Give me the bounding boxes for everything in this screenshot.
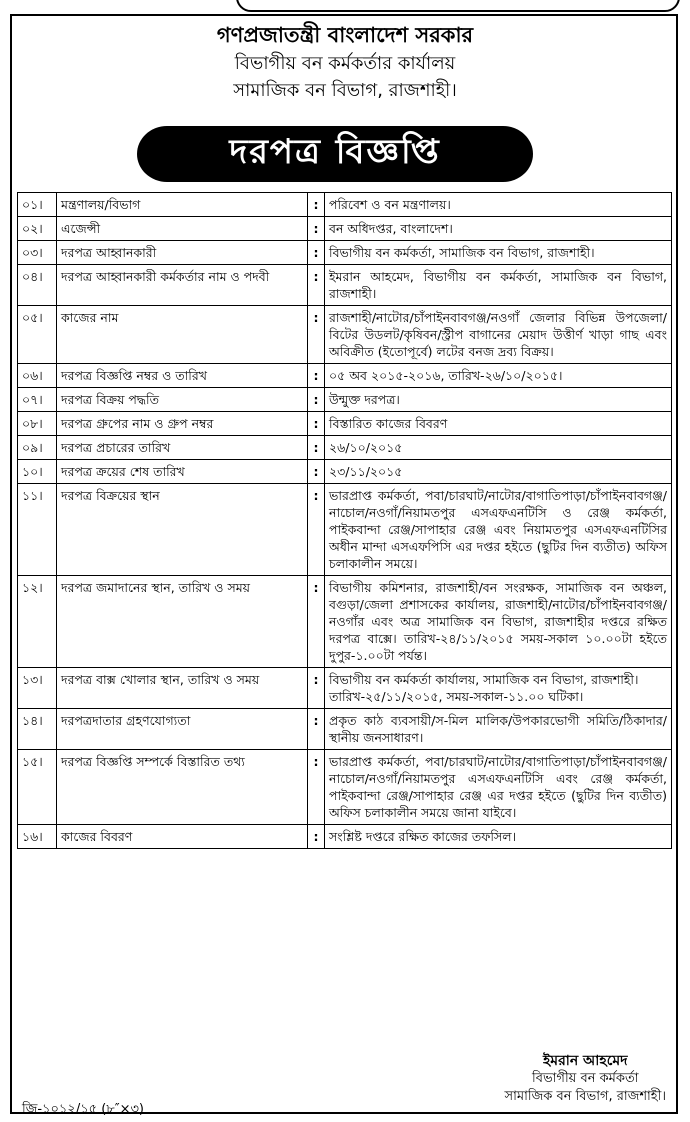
row-value: রাজশাহী/নাটোর/চাঁপাইনবাবগঞ্জ/নওগাঁ জেলার বিভিন্ন উপজেলা/বিটের উডলট/কৃষিবন/স্ট্রীপ বাগানের মেয়াদ উত্তীর্ণ খাড়া গাছ এবং অবিক্রীত (ইতোপূর্বে) লটের বনজ দ্রব্য বিক্রয়। [325,306,672,364]
row-label: দরপত্র বাক্স খোলার স্থান, তারিখ ও সময় [57,668,308,709]
row-value: ভারপ্রাপ্ত কর্মকর্তা, পবা/চারঘাট/নাটোর/বাগাতিপাড়া/চাঁপাইনবাবগঞ্জ/নাচোল/নওগাঁ/নিয়ামতপুর এসএফএনটিসি ও রেঞ্জ কর্মকর্তা, পাইকবান্দা রেঞ্জ/সাপাহার রেঞ্জ এবং নিয়ামতপুর এসএফএনটিসির অধীন মান্দা এসএফপিসি এর দপ্তর হইতে (ছুটির দিন ব্যতীত) অফিস চলাকালীন সময়ে। [325,484,672,576]
row-separator: : [308,668,325,709]
row-value: ০৫ অব ২০১৫-২০১৬, তারিখ-২৬/১০/২০১৫। [325,364,672,388]
signatory-designation: বিভাগীয় বন কর্মকর্তা [532,1071,639,1086]
notice-header [0,20,690,104]
row-number: ০১। [18,193,57,217]
row-value: ২৬/১০/২০১৫ [325,436,672,460]
table-row [18,709,672,750]
row-number: ০৮। [18,412,57,436]
row-value: উন্মুক্ত দরপত্র। [325,388,672,412]
row-number: ০৭। [18,388,57,412]
row-separator: : [308,306,325,364]
row-value: পরিবেশ ও বন মন্ত্রণালয়। [325,193,672,217]
table-row [18,193,672,217]
table-row [18,412,672,436]
signatory-office: সামাজিক বন বিভাগ, রাজশাহী। [504,1089,666,1104]
row-label: দরপত্র আহ্বানকারী কর্মকর্তার নাম ও পদবী [57,265,308,306]
row-separator: : [308,460,325,484]
table-row [18,460,672,484]
row-value: ইমরান আহমেদ, বিভাগীয় বন কর্মকর্তা, সামাজিক বন বিভাগ, রাজশাহী। [325,265,672,306]
row-separator: : [308,388,325,412]
office-name: বিভাগীয় বন কর্মকর্তার কার্যালয় [234,53,456,74]
row-value: বিভাগীয় বন কর্মকর্তা, সামাজিক বন বিভাগ, রাজশাহী। [325,241,672,265]
notice-title-banner: দরপত্র বিজ্ঞপ্তি [137,126,533,182]
row-value: বন অধিদপ্তর, বাংলাদেশ। [325,217,672,241]
row-number: ১১। [18,484,57,576]
table-row [18,436,672,460]
row-value-line: বিভাগীয় বন কর্মকর্তা কার্যালয়, সামাজিক বন বিভাগ, রাজশাহী। [329,672,639,687]
row-value: ভারপ্রাপ্ত কর্মকর্তা, পবা/চারঘাট/নাটোর/বাগাতিপাড়া/চাঁপাইনবাবগঞ্জ/নাচোল/নওগাঁ/নিয়ামতপুর এসএফএনটিসি এবং রেঞ্জ কর্মকর্তা, পাইকবান্দা রেঞ্জ/সাপাহার রেঞ্জ এর দপ্তর হইতে (ছুটির দিন ব্যতীত) অফিস চলাকালীন সময়ে জানা যাইবে। [325,750,672,825]
row-number: ০২। [18,217,57,241]
row-separator: : [308,412,325,436]
row-value [325,668,672,709]
row-separator: : [308,750,325,825]
government-name: গণপ্রজাতন্ত্রী বাংলাদেশ সরকার [216,23,474,47]
division-name: সামাজিক বন বিভাগ, রাজশাহী। [233,80,457,101]
row-value: সংশ্লিষ্ট দপ্তরে রক্ষিত কাজের তফসিল। [325,825,672,849]
row-label: দরপত্রদাতার গ্রহণযোগ্যতা [57,709,308,750]
row-number: ০৫। [18,306,57,364]
row-separator: : [308,825,325,849]
row-value: ২৩/১১/২০১৫ [325,460,672,484]
row-label: দরপত্র বিজ্ঞপ্তি নম্বর ও তারিখ [57,364,308,388]
row-label: দরপত্র প্রচারের তারিখ [57,436,308,460]
row-separator: : [308,709,325,750]
print-code: জি-১০১২/১৫ (৮″×৩) [22,1102,144,1117]
row-number: ০৯। [18,436,57,460]
table-row [18,825,672,849]
row-separator: : [308,241,325,265]
table-row [18,241,672,265]
row-label: দরপত্র বিজ্ঞপ্তি সম্পর্কে বিস্তারিত তথ্য [57,750,308,825]
row-separator: : [308,436,325,460]
table-row [18,484,672,576]
top-banner-edge [236,0,680,12]
row-value: বিস্তারিত কাজের বিবরণ [325,412,672,436]
row-label: দরপত্র আহ্বানকারী [57,241,308,265]
row-number: ০৩। [18,241,57,265]
signature-block [505,1052,666,1106]
table-row [18,576,672,668]
tender-details-table [17,192,672,849]
row-label: দরপত্র জমাদানের স্থান, তারিখ ও সময় [57,576,308,668]
row-label: দরপত্র বিক্রয় পদ্ধতি [57,388,308,412]
table-row [18,364,672,388]
row-label: মন্ত্রণালয়/বিভাগ [57,193,308,217]
table-row [18,668,672,709]
row-separator: : [308,193,325,217]
row-label: দরপত্র গ্রুপের নাম ও গ্রুপ নম্বর [57,412,308,436]
row-number: ১৪। [18,709,57,750]
table-row [18,388,672,412]
row-separator: : [308,484,325,576]
row-separator: : [308,217,325,241]
row-label: দরপত্র ক্রয়ের শেষ তারিখ [57,460,308,484]
row-label: কাজের নাম [57,306,308,364]
row-number: ০৪। [18,265,57,306]
row-separator: : [308,576,325,668]
row-separator: : [308,265,325,306]
signatory-name: ইমরান আহমেদ [543,1053,628,1069]
row-number: ১৬। [18,825,57,849]
row-separator: : [308,364,325,388]
table-row [18,750,672,825]
row-number: ১৩। [18,668,57,709]
row-label: এজেন্সী [57,217,308,241]
row-value: প্রকৃত কাঠ ব্যবসায়ী/স-মিল মালিক/উপকারভোগী সমিতি/ঠিকাদার/স্থানীয় জনসাধারণ। [325,709,672,750]
table-row [18,217,672,241]
row-number: ১২। [18,576,57,668]
row-value: বিভাগীয় কমিশনার, রাজশাহী/বন সংরক্ষক, সামাজিক বন অঞ্চল, বগুড়া/জেলা প্রশাসকের কার্যালয়, রাজশাহী/নাটোর/চাঁপাইনবাবগঞ্জ/নওগাঁর এবং অত্র সামাজিক বন বিভাগ, রাজশাহীর দপ্তরে রক্ষিত দরপত্র বাক্সে। তারিখ-২৪/১১/২০১৫ সময়-সকাল ১০.০০টা হইতে দুপুর-১.০০টা পর্যন্ত। [325,576,672,668]
row-label: দরপত্র বিক্রয়ের স্থান [57,484,308,576]
row-value-line: তারিখ-২৫/১১/২০১৫, সময়-সকাল-১১.০০ ঘটিকা। [329,689,584,704]
row-number: ০৬। [18,364,57,388]
table-row [18,265,672,306]
row-label: কাজের বিবরণ [57,825,308,849]
table-row [18,306,672,364]
row-number: ১৫। [18,750,57,825]
row-number: ১০। [18,460,57,484]
